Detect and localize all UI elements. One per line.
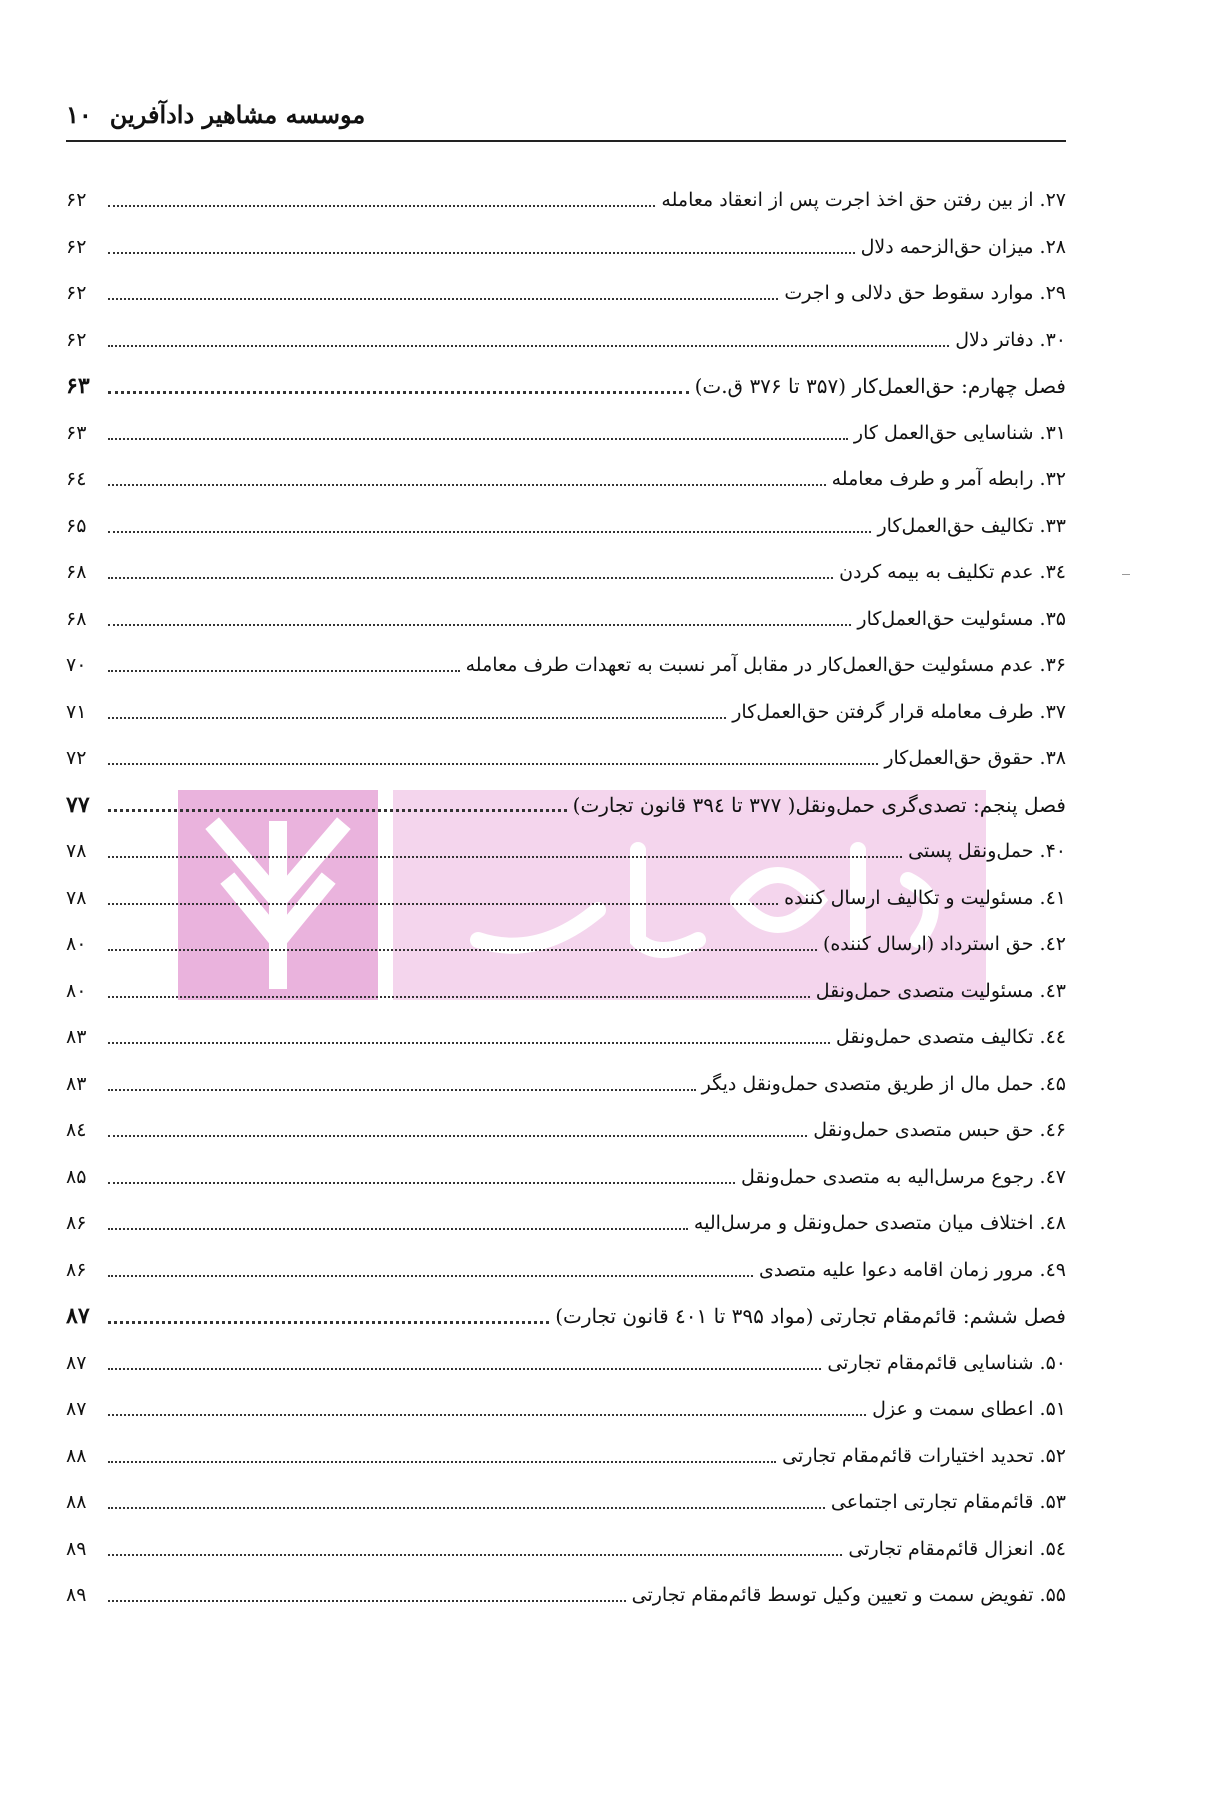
dot-leader — [108, 205, 655, 207]
toc-entry[interactable] — [66, 317, 1066, 364]
toc-entry-title: ۳۸. حقوق حق‌العمل‌کار — [884, 747, 1066, 770]
toc-chapter[interactable] — [66, 1293, 1066, 1340]
toc-entry[interactable] — [66, 1340, 1066, 1387]
toc-entry-page: ۶۸ — [66, 607, 87, 630]
toc-entry[interactable] — [66, 828, 1066, 875]
toc-entry-page: ۷۰ — [66, 654, 87, 677]
dot-leader — [108, 391, 689, 394]
toc-entry-title: ٤۳. مسئولیت متصدی حمل‌ونقل — [815, 979, 1066, 1002]
toc-entry-title: ۵۵. تفویض سمت و تعیین وکیل توسط قائم‌مقام تجارتی — [631, 1584, 1066, 1607]
margin-mark — [1122, 574, 1130, 575]
toc-entry[interactable] — [66, 224, 1066, 271]
dot-leader — [108, 1554, 842, 1556]
dot-leader — [108, 717, 726, 719]
dot-leader — [108, 809, 567, 812]
dot-leader — [108, 624, 851, 626]
toc-entry[interactable] — [66, 1433, 1066, 1480]
toc-chapter-title: فصل پنجم: تصدی‌گری حمل‌ونقل( ۳۷۷ تا ۳۹٤ قانون تجارت) — [572, 792, 1066, 817]
toc-entry-page: ۸۷ — [66, 1351, 87, 1374]
toc-entry-title: ۵۲. تحدید اختیارات قائم‌مقام تجارتی — [782, 1444, 1066, 1467]
toc-chapter[interactable] — [66, 363, 1066, 410]
dot-leader — [108, 1321, 549, 1324]
dot-leader — [108, 1089, 696, 1091]
toc-entry[interactable] — [66, 1386, 1066, 1433]
toc-entry-page: ۷۱ — [66, 700, 87, 723]
toc-entry-title: ۳۱. شناسایی حق‌العمل کار — [853, 421, 1066, 444]
toc-entry[interactable] — [66, 549, 1066, 596]
toc-entry-page: ۸٤ — [66, 1119, 87, 1142]
toc-entry-page: ۶۲ — [66, 282, 87, 305]
table-of-contents — [66, 177, 1066, 1619]
toc-entry-page: ۸۳ — [66, 1072, 87, 1095]
toc-entry-title: ۲۷. از بین رفتن حق اخذ اجرت پس از انعقاد معامله — [661, 189, 1066, 212]
toc-entry[interactable] — [66, 875, 1066, 922]
toc-entry[interactable] — [66, 456, 1066, 503]
toc-entry[interactable] — [66, 1479, 1066, 1526]
toc-entry[interactable] — [66, 689, 1066, 736]
toc-entry-title: ۵۳. قائم‌مقام تجارتی اجتماعی — [830, 1491, 1066, 1514]
toc-entry[interactable] — [66, 1526, 1066, 1573]
toc-entry-title: ۳۰. دفاتر دلال — [955, 328, 1066, 351]
toc-entry-title: ۳۶. عدم مسئولیت حق‌العمل‌کار در مقابل آمر نسبت به تعهدات طرف معامله — [465, 654, 1066, 677]
toc-entry[interactable] — [66, 1014, 1066, 1061]
toc-entry-page: ۸۷ — [66, 1398, 87, 1421]
toc-entry-title: ۵۰. شناسایی قائم‌مقام تجارتی — [827, 1351, 1066, 1374]
toc-entry-page: ۶۵ — [66, 514, 87, 537]
dot-leader — [108, 1182, 735, 1184]
dot-leader — [108, 577, 833, 579]
toc-entry-title: ۴۰. حمل‌ونقل پستی — [908, 840, 1066, 863]
toc-entry-title: ۵٤. انعزال قائم‌مقام تجارتی — [848, 1537, 1066, 1560]
toc-entry-title: ۳۳. تکالیف حق‌العمل‌کار — [877, 514, 1066, 537]
toc-entry[interactable] — [66, 1247, 1066, 1294]
toc-entry-page: ۶۲ — [66, 235, 87, 258]
toc-entry[interactable] — [66, 410, 1066, 457]
toc-entry-title: ٤۹. مرور زمان اقامه دعوا علیه متصدی — [759, 1258, 1066, 1281]
dot-leader — [108, 949, 817, 951]
toc-entry-page: ۸۵ — [66, 1165, 87, 1188]
toc-entry-title: ۳۲. رابطه آمر و طرف معامله — [831, 468, 1066, 491]
dot-leader — [108, 1600, 626, 1602]
toc-entry-page: ۸۹ — [66, 1584, 87, 1607]
page-number: ۱۰ — [66, 99, 92, 129]
toc-entry-page: ۷۸ — [66, 840, 87, 863]
toc-chapter-title: فصل چهارم: حق‌العمل‌کار (۳۵۷ تا ۳۷۶ ق.ت) — [694, 374, 1066, 399]
toc-entry-title: ٤۱. مسئولیت و تکالیف ارسال کننده — [784, 886, 1066, 909]
toc-chapter[interactable] — [66, 782, 1066, 829]
dot-leader — [108, 531, 871, 533]
toc-entry[interactable] — [66, 503, 1066, 550]
toc-entry-page: ۸۰ — [66, 933, 87, 956]
dot-leader — [108, 1461, 776, 1463]
toc-entry-title: ٤۶. حق حبس متصدی حمل‌ونقل — [813, 1119, 1066, 1142]
toc-entry-page: ۶٤ — [66, 468, 87, 491]
dot-leader — [108, 670, 460, 672]
dot-leader — [108, 438, 848, 440]
toc-entry[interactable] — [66, 596, 1066, 643]
toc-entry-page: ۶۲ — [66, 328, 87, 351]
toc-entry-page: ۶۲ — [66, 189, 87, 212]
toc-entry-title: ٤٤. تکالیف متصدی حمل‌ونقل — [835, 1026, 1066, 1049]
toc-entry-page: ۶۳ — [66, 421, 87, 444]
toc-entry[interactable] — [66, 921, 1066, 968]
dot-leader — [108, 1228, 688, 1230]
toc-entry-title: ۲۸. میزان حق‌الزحمه دلال — [860, 235, 1066, 258]
toc-chapter-title: فصل ششم: قائم‌مقام تجارتی (مواد ۳۹۵ تا ٤۰۱ قانون تجارت) — [555, 1304, 1066, 1329]
dot-leader — [108, 484, 826, 486]
toc-chapter-page: ۶۳ — [66, 373, 90, 400]
toc-entry-page: ۸۶ — [66, 1212, 87, 1235]
dot-leader — [108, 856, 902, 858]
dot-leader — [108, 1275, 753, 1277]
running-title: موسسه مشاهیر دادآفرین — [109, 99, 366, 129]
dot-leader — [108, 252, 855, 254]
toc-entry[interactable] — [66, 1200, 1066, 1247]
toc-entry[interactable] — [66, 270, 1066, 317]
dot-leader — [108, 1507, 825, 1509]
toc-entry-title: ٤۵. حمل مال از طریق متصدی حمل‌ونقل دیگر — [701, 1072, 1066, 1095]
toc-entry-title: ٤۸. اختلاف میان متصدی حمل‌ونقل و مرسل‌الیه — [693, 1212, 1066, 1235]
toc-entry[interactable] — [66, 1154, 1066, 1201]
toc-entry-page: ۸۹ — [66, 1537, 87, 1560]
toc-entry[interactable] — [66, 1107, 1066, 1154]
toc-entry-page: ۷۸ — [66, 886, 87, 909]
toc-entry-page: ۸۸ — [66, 1444, 87, 1467]
dot-leader — [108, 763, 878, 765]
header-rule — [66, 140, 1066, 142]
dot-leader — [108, 996, 810, 998]
dot-leader — [108, 1042, 830, 1044]
page-header — [66, 92, 1066, 136]
toc-entry-title: ۳۷. طرف معامله قرار گرفتن حق‌العمل‌کار — [732, 700, 1066, 723]
toc-entry-page: ۸۳ — [66, 1026, 87, 1049]
toc-entry[interactable] — [66, 642, 1066, 689]
toc-entry-title: ۳٤. عدم تکلیف به بیمه کردن — [839, 561, 1066, 584]
toc-entry-title: ۲۹. موارد سقوط حق دلالی و اجرت — [784, 282, 1066, 305]
toc-entry[interactable] — [66, 177, 1066, 224]
toc-entry-title: ٤۷. رجوع مرسل‌الیه به متصدی حمل‌ونقل — [741, 1165, 1066, 1188]
toc-entry[interactable] — [66, 1572, 1066, 1619]
dot-leader — [108, 903, 778, 905]
toc-entry-title: ۳۵. مسئولیت حق‌العمل‌کار — [857, 607, 1066, 630]
toc-entry-title: ۵۱. اعطای سمت و عزل — [872, 1398, 1066, 1421]
dot-leader — [108, 1368, 821, 1370]
toc-entry-page: ۷۲ — [66, 747, 87, 770]
dot-leader — [108, 1414, 866, 1416]
toc-entry[interactable] — [66, 735, 1066, 782]
dot-leader — [108, 1135, 807, 1137]
toc-chapter-page: ۷۷ — [66, 791, 90, 818]
toc-entry-page: ۶۸ — [66, 561, 87, 584]
toc-entry-page: ۸۰ — [66, 979, 87, 1002]
toc-entry[interactable] — [66, 1061, 1066, 1108]
dot-leader — [108, 298, 778, 300]
dot-leader — [108, 345, 949, 347]
toc-entry[interactable] — [66, 968, 1066, 1015]
toc-chapter-page: ۸۷ — [66, 1303, 90, 1330]
toc-entry-page: ۸۸ — [66, 1491, 87, 1514]
toc-entry-page: ۸۶ — [66, 1258, 87, 1281]
toc-entry-title: ٤۲. حق استرداد (ارسال کننده) — [822, 933, 1066, 956]
